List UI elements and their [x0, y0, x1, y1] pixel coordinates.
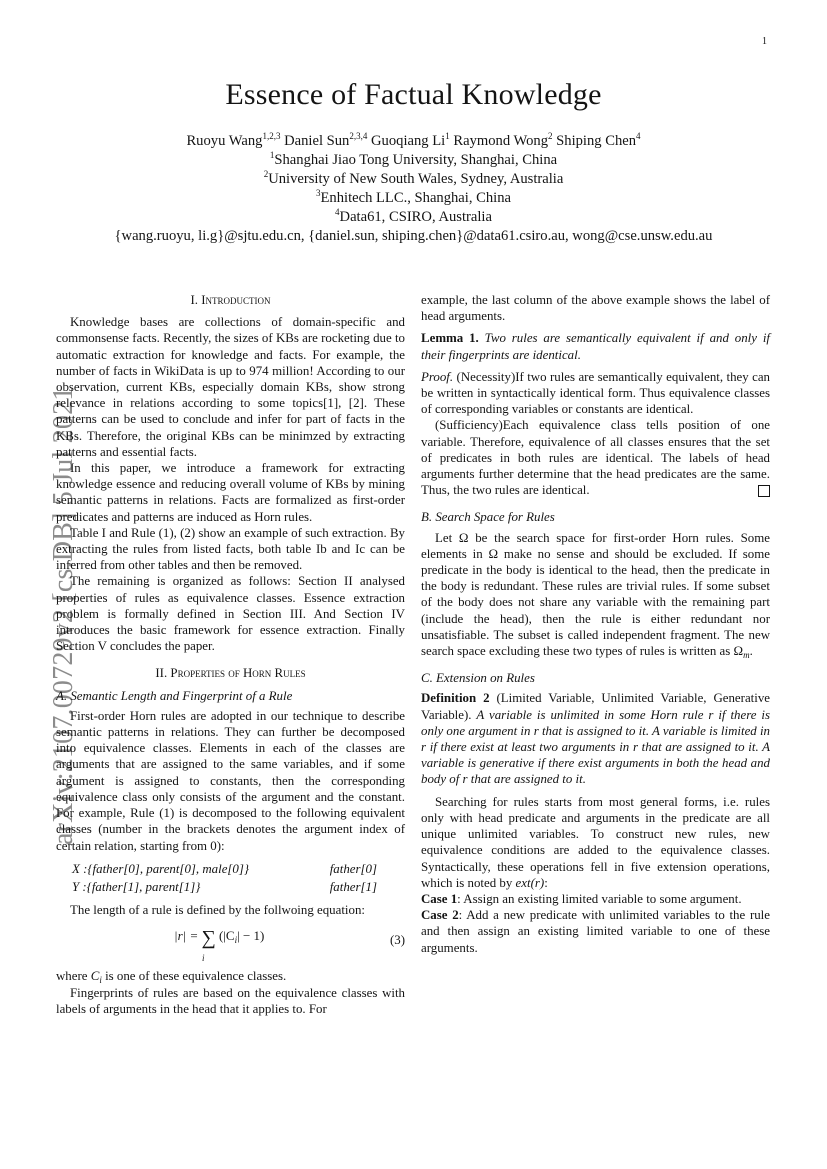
case-1 — [421, 891, 770, 907]
equation-3-lhs: |r| = — [174, 928, 199, 944]
equivalence-row — [56, 860, 405, 878]
extension-text: Searching for rules starts from most general forms, i.e. rules only with head predicate and arguments in the predicate are all unique unlimited variables. To construct new rules, new equivalence conditions are added to the equivalence classes. Syntactically, these operations fell in five extension operations, which is noted by — [421, 794, 770, 890]
equivalence-class-note — [56, 968, 405, 984]
author-block — [0, 132, 827, 246]
affiliation-4-sup: 4 — [335, 207, 340, 217]
note-var-sub: i — [99, 975, 102, 986]
note-prefix: where — [56, 969, 88, 984]
head-label-x: father[0] — [329, 861, 377, 876]
lemma-statement: Two rules are semantically equivalent if and only if their fingerprints are identical. — [421, 331, 770, 362]
proof-sufficiency — [421, 417, 770, 498]
left-column — [56, 292, 405, 1017]
definition-2 — [421, 690, 770, 787]
intro-paragraph-4: The remaining is organized as follows: Section II analysed properties of rules as equivalence classes. Essence extraction problem is formally defined in Section III. And Section IV introduces the basic framework for essence extraction. Finally Section V concludes the paper. — [56, 574, 405, 654]
rule-length-intro: The length of a rule is defined by the follwoing equation: — [70, 903, 365, 918]
equation-3-tail: | − 1) — [237, 928, 265, 944]
lemma-1 — [421, 330, 770, 362]
author-5-affil: 4 — [636, 131, 641, 141]
case-2-label: Case 2 — [421, 908, 459, 923]
sum-index: i — [202, 953, 205, 964]
search-space-text: Let Ω be the search space for first-order Horn rules. Some elements in Ω make no sense and should be excluded. If some predicate in the body is identical to the head, then the predicate in the body is redundant. These rules are trivial rules. If some subset of the body does not share any variable with the remaining part (include the head), then the rule is either redundant nor unsatisfiable. The subset is called independent fragment. The new search space excluding these two types of rules is written as — [421, 530, 770, 659]
extension-paragraph — [421, 794, 770, 891]
affiliation-2-text: University of New South Wales, Sydney, Australia — [268, 171, 564, 187]
case-1-text: : Assign an existing limited variable to some argument. — [457, 891, 742, 906]
equivalence-row — [56, 878, 405, 896]
author-3: Guoqiang Li — [371, 133, 446, 149]
section-2-heading: II. Properties of Horn Rules — [155, 666, 306, 681]
intro-paragraph-1: Knowledge bases are collections of domain-specific and commonsense facts. Recently, the sizes of KBs are rocketing due to automatic extraction for knowledge and facts. For example, the number of facts in WikiData is up to 974 million! According to our observation, current KBs, especially domain KBs, show strong relevance in relations according to some topics[1], [2]. These patterns can be used to conclude and infer for part of facts in the KBs. Therefore, the original KBs can be minimzed by extracting patterns and essential facts. — [56, 315, 405, 459]
note-var: C — [90, 969, 100, 984]
affiliation-3 — [0, 189, 827, 208]
equivalence-class-x: X :{father[0], parent[0], male[0]} — [72, 861, 250, 876]
omega-symbol: Ω — [733, 644, 744, 659]
author-2: Daniel Sun — [284, 133, 350, 149]
proof-necessity-text: (Necessity)If two rules are semantically equivalent, they can be written in syntactically identical form. Thus equivalence classes of corresponding variables or constants are identical. — [421, 369, 770, 417]
equation-3-subscript: i — [234, 935, 238, 946]
case-1-label: Case 1 — [421, 891, 458, 906]
author-4: Raymond Wong — [453, 133, 548, 149]
subsection-b-heading: B. Search Space for Rules — [421, 510, 555, 525]
affiliation-2 — [0, 170, 827, 189]
intro-paragraph-3: Table I and Rule (1), (2) show an example of such extraction. By extracting the rules from listed facts, both table Ib and Ic can be inferred from other tables and then be removed. — [56, 525, 405, 573]
ext-colon: : — [544, 875, 548, 890]
affiliation-1-sup: 1 — [269, 150, 275, 160]
right-column — [421, 292, 770, 956]
fingerprint-continued: example, the last column of the above example shows the label of head arguments. — [421, 293, 770, 324]
subsection-c-heading: C. Extension on Rules — [421, 671, 535, 686]
search-space-end: . — [749, 644, 753, 659]
author-1: Ruoyu Wang — [186, 133, 263, 149]
author-5: Shiping Chen — [556, 133, 637, 149]
author-emails: {wang.ruoyu, li.g}@sjtu.edu.cn, {daniel.sun, shiping.chen}@data61.csiro.au, wong@cse.unsw.edu.au — [114, 228, 713, 244]
equation-3-rhs: (|C — [219, 928, 235, 944]
equivalence-class-y: Y :{father[1], parent[1]} — [72, 879, 201, 894]
affiliation-4-text: Data61, CSIRO, Australia — [339, 209, 492, 225]
author-2-affil: 2,3,4 — [349, 131, 368, 141]
qed-square-icon — [758, 485, 770, 497]
definition-label: Definition 2 — [421, 691, 490, 706]
proof-necessity — [421, 369, 770, 418]
affiliation-3-sup: 3 — [316, 188, 321, 198]
affiliation-4 — [0, 208, 827, 227]
author-3-affil: 1 — [445, 131, 450, 141]
definition-paren: (Limited Variable, Unlimited Variable, Generative Variable). — [421, 691, 770, 722]
intro-paragraph-2: In this paper, we introduce a framework for extracting knowledge essence and reducing overall volume of KBs by mining semantic patterns in relations. Facts are formalized as first-order predicates and patterns are induced as Horn rules. — [56, 461, 405, 524]
equation-3-body — [174, 927, 265, 964]
head-label-y: father[1] — [329, 879, 377, 894]
ext-function: ext(r) — [515, 875, 545, 890]
equation-3-number: (3) — [389, 933, 405, 948]
definition-text: A variable is unlimited in some Horn rule r if there is only one argument in r that is assigned to it. A variable is limited in r if there exist at least two arguments in r that are assigned to it. A variable is generative if there exist arguments in both the head and body of r that are assigned to it. — [421, 707, 770, 787]
equation-3 — [56, 924, 405, 962]
semantic-length-paragraph: First-order Horn rules are adopted in our technique to describe semantic patterns in relations. They can further be decomposed into equivalence classes. Elements in each of the classes are arguments that are assigned to the same variables, and if some argument is assigned to constants, then the corresponding equivalence class only consists of the argument and the constant. For example, Rule (1) is decomposed to the following equivalent classes (number in the brackets denotes the argument index of certain relation, starting from 0): — [56, 708, 405, 853]
affiliation-1 — [0, 151, 827, 170]
omega-subscript: m — [743, 650, 750, 661]
paper-title: Essence of Factual Knowledge — [225, 78, 602, 111]
lemma-label: Lemma 1. — [421, 331, 479, 346]
proof-label: Proof. — [421, 369, 454, 384]
sum-symbol-icon: ∑ — [201, 927, 216, 950]
author-line — [0, 132, 827, 151]
affiliation-3-text: Enhitech LLC., Shanghai, China — [320, 190, 511, 206]
proof-sufficiency-text: (Sufficiency)Each equivalence class tells position of one variable. Therefore, equivalence of all classes ensures that the set of predicates in both rules are identical. The labels of head arguments further determine that the head predicates are the same. Thus, the two rules are identical. — [421, 418, 770, 498]
case-2-text: : Add a new predicate with unlimited variables to the rule and then assign an existing limited variable to one of these arguments. — [421, 908, 770, 955]
fingerprint-paragraph: Fingerprints of rules are based on the equivalence classes with labels of arguments in the head that it applies to. For — [56, 985, 405, 1016]
page-number: 1 — [762, 36, 767, 47]
equivalence-classes-table — [56, 860, 405, 896]
affiliation-1-text: Shanghai Jiao Tong University, Shanghai, China — [274, 152, 558, 168]
subsection-a-heading: A. Semantic Length and Fingerprint of a Rule — [56, 688, 293, 703]
note-suffix: is one of these equivalence classes. — [105, 969, 287, 984]
author-4-affil: 2 — [548, 131, 553, 141]
search-space-paragraph — [421, 530, 770, 660]
affiliation-2-sup: 2 — [263, 169, 269, 179]
author-1-affil: 1,2,3 — [262, 131, 281, 141]
arxiv-identifier: arXiv:2107.00729v2 [cs.DB] 5 Jul 2021 — [48, 386, 79, 845]
section-1-heading: I. Introduction — [190, 293, 271, 307]
case-2 — [421, 907, 770, 956]
